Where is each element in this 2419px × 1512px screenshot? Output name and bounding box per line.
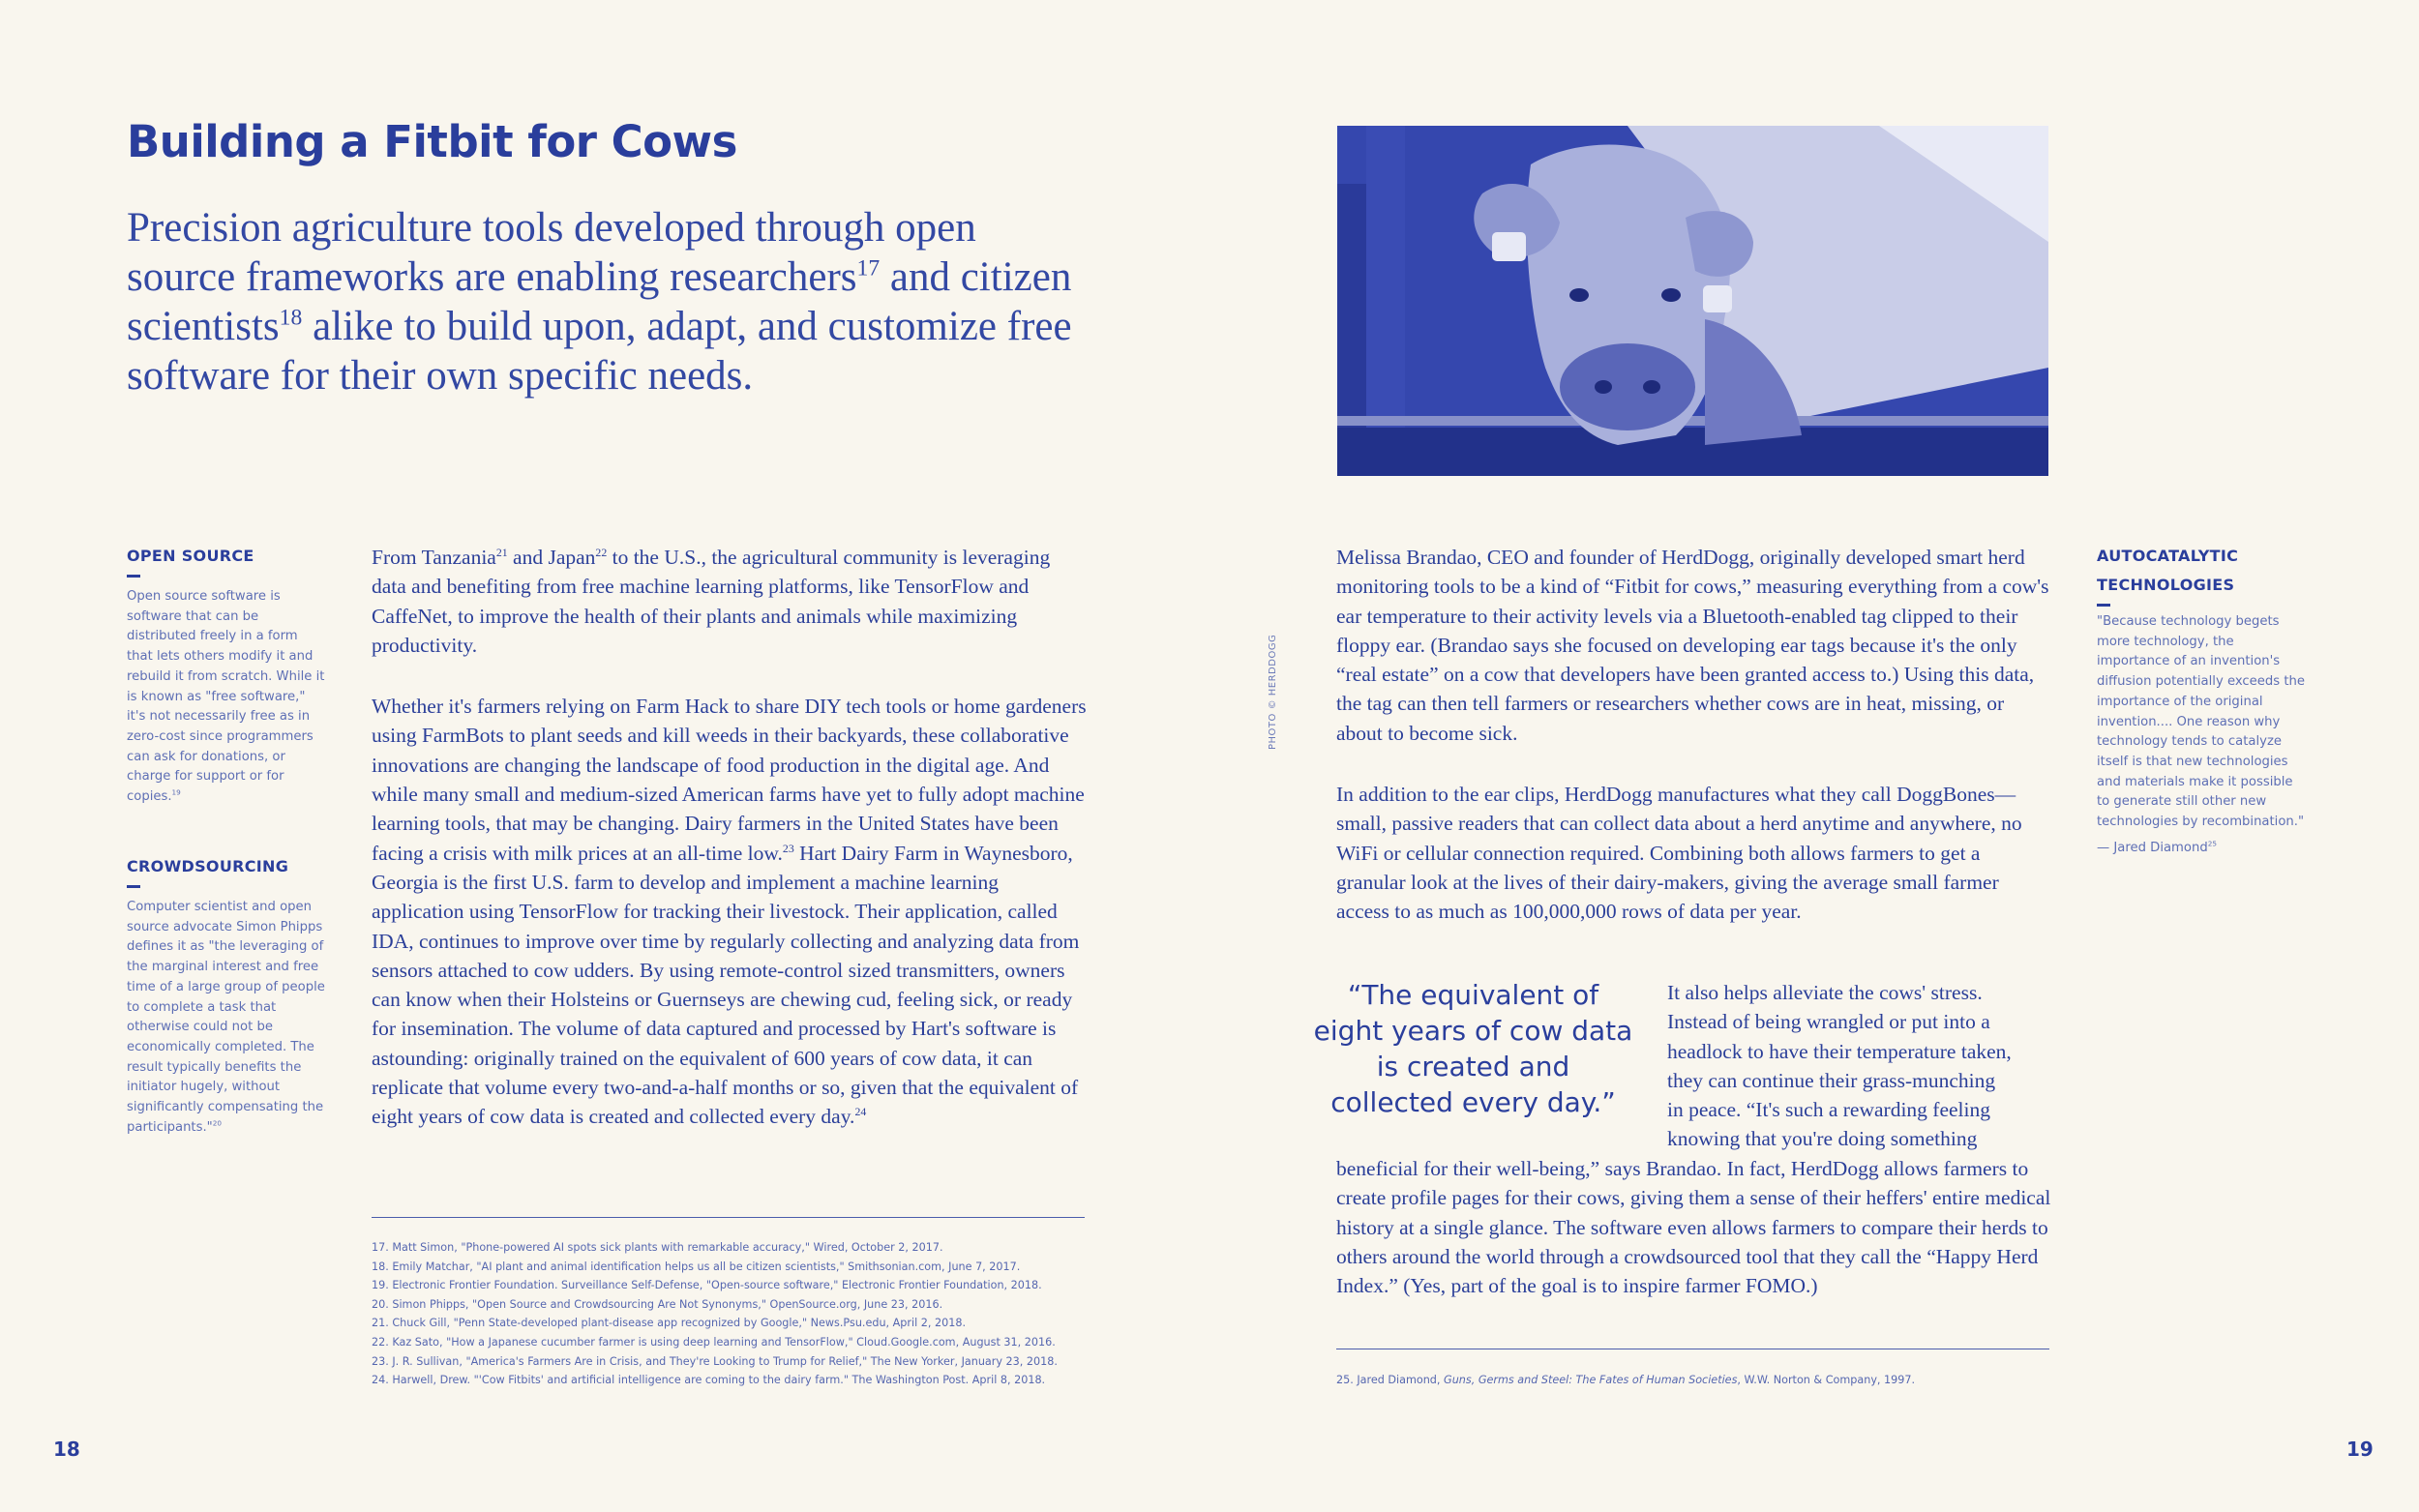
footnote-ref[interactable]: 23: [782, 841, 794, 855]
body-paragraph: From Tanzania$^{21}$ and Japan$^{22}$ to the U.S., the agricultural community is leveraging data and benefiting from free machine learning platforms, like TensorFlow and CaffeNet, to improve the health of their plants and animals while maximizing productivity.: [372, 545, 1051, 657]
body-paragraph: It also helps alleviate the cows' stress. Instead of being wrangled or put into a headlock to have their temperature taken, they can continue their grass-munching in peace. “It's such a rewarding feeling knowing that you're doing something: [1667, 981, 2012, 1151]
footnote-item: 22. Kaz Sato, "How a Japanese cucumber farmer is using deep learning and TensorFlow," Cloud.Google.com, August 31, 2016.: [372, 1335, 1056, 1349]
heading-rule: [127, 885, 140, 888]
footnote-item: 21. Chuck Gill, "Penn State-developed plant-disease app recognized by Google," News.Psu.edu, April 2, 2018.: [372, 1317, 967, 1330]
sidebar-open-source: [127, 542, 325, 808]
intro-text-1: Precision agriculture tools developed through open source frameworks are enabling researchers: [127, 205, 976, 300]
cow-photo: [1337, 126, 2048, 476]
footnote-item: 23. J. R. Sullivan, "America's Farmers Are in Crisis, and They're Looking to Trump for Relief," The New Yorker, January 23, 2018.: [372, 1354, 1058, 1368]
sidebar-heading: OPEN SOURCE: [127, 547, 254, 565]
footnote-ref[interactable]: 25: [2207, 839, 2217, 848]
intro-text-3: alike to build upon, adapt, and customize free software for their own specific needs.: [127, 304, 1072, 399]
body-paragraph: Whether it's farmers relying on Farm Hack to share DIY tech tools or home gardeners using FarmBots to plant seeds and kill weeds in their backyards, these collaborative innovations are changing the landscape of food production in the digital age. And while many small and medium-sized American farms have yet to fully adopt machine learning tools, that may be changing. Dairy farmers in the United States have been facing a crisis with milk prices at an all-time low.$^{23}$ Hart Dairy Farm in Waynesboro, Georgia is the first U.S. farm to develop and implement a machine learning application using TensorFlow for tracking their livestock. Their application, called IDA, continues to improve over time by regularly collecting and analyzing data from sensors attached to cow udders. By using remote-control sized transmitters, owners can know when their Holsteins or Guernseys are chewing cud, feeling sick, or ready for insemination. The volume of data captured and processed by Hart's software is astounding: originally trained on the equivalent of 600 years of cow data, it can replicate that volume every two-and-a-half months or so, given that the equivalent of eight years of cow data is created and collected every day.$^{24}$: [372, 695, 1087, 1129]
footnote-ref[interactable]: 22: [595, 545, 608, 559]
footnote-item: 17. Matt Simon, "Phone-powered AI spots sick plants with remarkable accuracy," Wired, October 2, 2017.: [372, 1241, 943, 1254]
footnote-item: 18. Emily Matchar, "AI plant and animal identification helps us all be citizen scientists," Smithsonian.com, June 7, 2017.: [372, 1260, 1021, 1273]
left-body: [372, 543, 1090, 1164]
sidebar-crowdsourcing: [127, 852, 325, 1138]
page-number-left: 18: [53, 1438, 80, 1461]
footnote-ref[interactable]: 20: [212, 1118, 222, 1128]
wrapped-paragraph: [1667, 978, 2054, 1154]
intro-text-2: and citizen scientists: [127, 254, 1072, 349]
body-paragraph: Melissa Brandao, CEO and founder of HerdDogg, originally developed smart herd monitoring tools to be a kind of “Fitbit for cows,” measuring everything from a cow's ear temperature to their activity levels via a Bluetooth-enabled tag clipped to their floppy ear. (Brandao says she focused on developing ear tags because it's the only “real estate” on a cow that developers have been granted access to.) Using this data, the tag can then tell farmers or researchers whether cows are in heat, missing, or about to become sick.: [1336, 546, 2049, 745]
photo-credit: PHOTO © HERDDOGG: [1268, 634, 1278, 750]
footnote-ref[interactable]: 21: [495, 545, 508, 559]
page-number-right: 19: [2346, 1438, 2374, 1461]
right-body: [1336, 543, 2052, 959]
footnote-ref[interactable]: 19: [171, 787, 181, 797]
footnote-ref[interactable]: 17: [856, 255, 881, 282]
body-paragraph: beneficial for their well-being,” says Brandao. In fact, HerdDogg allows farmers to create profile pages for their cows, giving them a sense of their heffers' entire medical history at a single glance. The software even allows farmers to compare their herds to others around the world through a crowdsourced tool that they call the “Happy Herd Index.” (Yes, part of the goal is to inspire farmer FOMO.): [1336, 1157, 2051, 1298]
footnotes-left: [372, 1238, 1058, 1390]
intro-deck: [127, 203, 1085, 400]
footnote-item: 25. Jared Diamond, Guns, Germs and Steel: The Fates of Human Societies, W.W. Norton & Company, 1997.: [1336, 1374, 1916, 1386]
footnote-item: 19. Electronic Frontier Foundation. Surveillance Self-Defense, "Open-source software," Electronic Frontier Foundation, 2018.: [372, 1279, 1042, 1292]
sidebar-text: Computer scientist and open source advocate Simon Phipps defines it as "the leveraging of the marginal interest and free time of a large group of people to complete a task that otherwise could not be economically completed. The result typically benefits the initiator hugely, without significantly compensating the participants."$^{20}$: [127, 900, 325, 1135]
page-title: Building a Fitbit for Cows: [127, 116, 737, 167]
right-body-continued: [1336, 1154, 2052, 1300]
footnote-ref[interactable]: 18: [279, 305, 303, 331]
footnote-item: 24. Harwell, Drew. "'Cow Fitbits' and artificial intelligence are coming to the dairy farm." The Washington Post. April 8, 2018.: [372, 1374, 1046, 1387]
body-paragraph: In addition to the ear clips, HerdDogg manufactures what they call DoggBones—small, passive readers that can collect data about a herd anytime and anywhere, no WiFi or cellular connection required. Combining both allows farmers to get a granular look at the lives of their dairy-makers, giving the average small farmer access to as much as 100,000,000 rows of data per year.: [1336, 783, 2022, 924]
quote-attribution: — Jared Diamond$^{25}$: [2097, 839, 2217, 855]
sidebar-text: Open source software is software that can be distributed freely in a form that lets others modify it and rebuild it from scratch. While it is known as "free software," it's not necessarily free as in zero-cost since programmers can ask for donations, or charge for support or for copies.$^{19}$: [127, 589, 325, 805]
pull-quote: “The equivalent of eight years of cow data is created and collected every day.”: [1313, 979, 1633, 1118]
cow-photo-image: [1337, 126, 2048, 476]
sidebar-quote: "Because technology begets more technology, the importance of an invention's diffusion potentially exceeds the importance of the original invention.... One reason why technology tends to catalyze itself is that new technologies and materials make it possible to generate still other new technologies by recombination.": [2097, 614, 2305, 830]
sidebar-heading: AUTOCATALYTIC TECHNOLOGIES: [2097, 547, 2239, 594]
sidebar-heading: CROWDSOURCING: [127, 857, 289, 875]
heading-rule: [2097, 604, 2110, 607]
heading-rule: [127, 575, 140, 578]
footnote-item: 20. Simon Phipps, "Open Source and Crowdsourcing Are Not Synonyms," OpenSource.org, June 23, 2016.: [372, 1297, 943, 1311]
footnote-ref[interactable]: 24: [854, 1105, 867, 1119]
sidebar-autocatalytic: [2097, 542, 2305, 858]
footnote-divider: [372, 1217, 1085, 1218]
